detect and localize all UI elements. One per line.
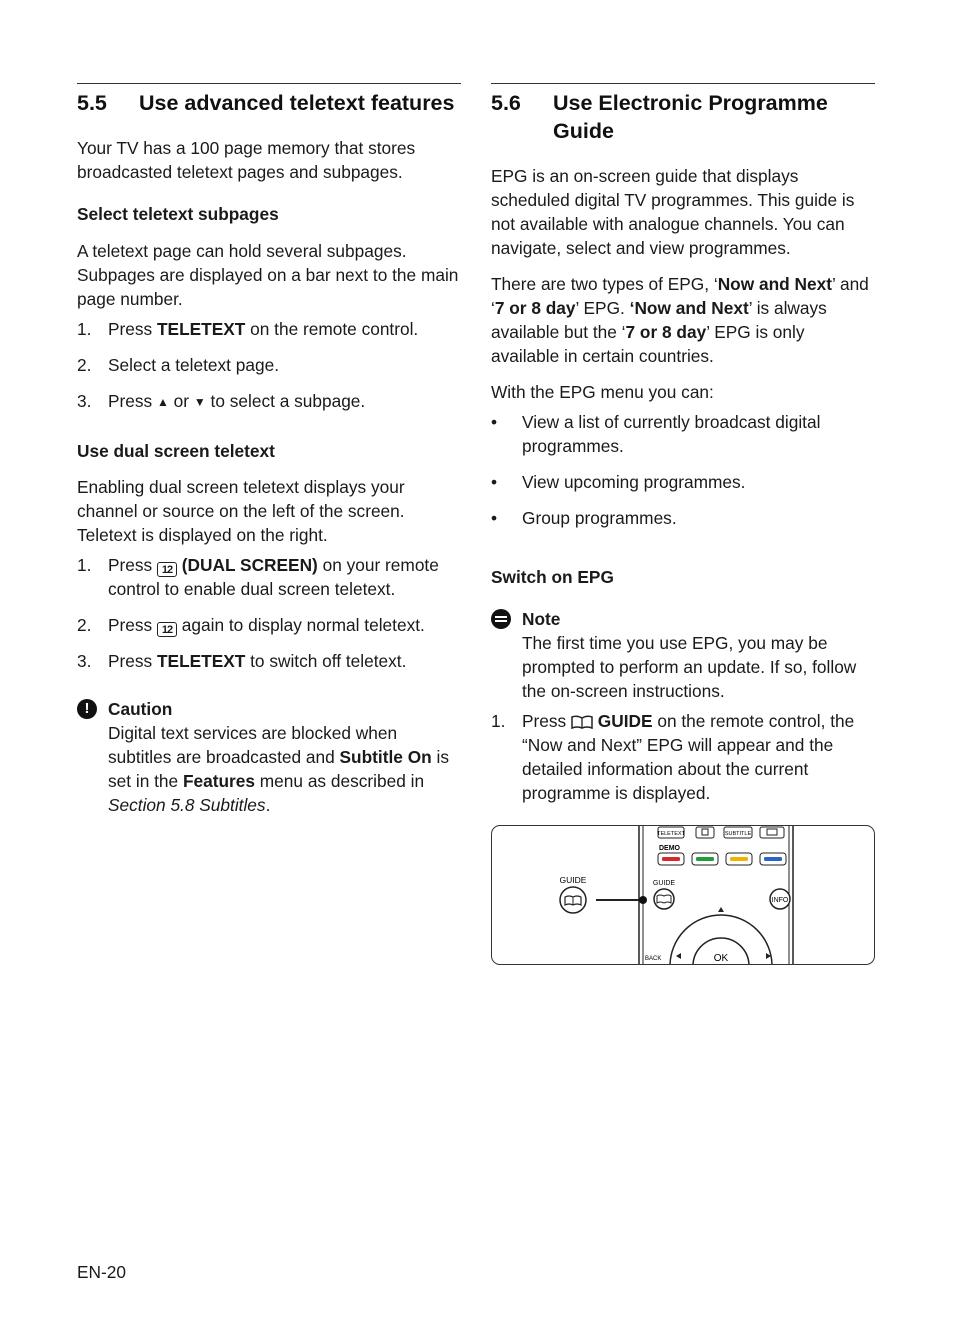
list-item: 3. Press TELETEXT to switch off teletext.	[77, 651, 407, 671]
section-number: 5.5	[77, 91, 107, 115]
list-item: 1. Press 12 (DUAL SCREEN) on your remote control to enable dual screen teletext.	[77, 555, 439, 599]
section-title: Use advanced teletext features	[139, 91, 455, 115]
section-5-6	[491, 83, 875, 805]
color-button-bar	[696, 857, 714, 861]
subheading-subpages: Select teletext subpages	[77, 204, 279, 224]
section-rule	[77, 83, 461, 84]
guide-remote-label: GUIDE	[652, 880, 676, 887]
subheading-switch-epg: Switch on EPG	[491, 567, 614, 587]
section-rule	[491, 83, 875, 84]
page-number: EN-20	[77, 1262, 126, 1282]
intro-paragraph: Your TV has a 100 page memory that stores broadcasted teletext pages and subpages.	[77, 138, 416, 182]
color-button-bar	[662, 857, 680, 861]
teletext-key: TELETEXT	[156, 319, 246, 339]
up-arrow-icon: ▲	[156, 395, 169, 409]
list-item: 3. Press ▲ or ▼ to select a subpage.	[77, 391, 366, 411]
subpages-paragraph: A teletext page can hold several subpages. Subpages are displayed on a bar next to the main page number.	[77, 241, 459, 309]
subtitle-button-label: SUBTITLE	[724, 831, 752, 837]
list-item: 2. Press 12 again to display normal teletext.	[77, 615, 425, 636]
caution-icon: !	[77, 699, 97, 719]
color-button-bar	[764, 857, 782, 861]
epg-steps	[491, 709, 875, 805]
dual-steps	[77, 553, 461, 673]
subpages-steps	[77, 317, 461, 414]
caution-title: Caution	[108, 699, 173, 719]
remote-control-illustration	[491, 825, 875, 965]
down-arrow-icon: ▼	[193, 395, 206, 409]
section-number: 5.6	[491, 91, 521, 115]
note-text: The first time you use EPG, you may be prompted to perform an update. If so, follow the on-screen instructions.	[522, 633, 857, 701]
back-button-label: BACK	[645, 956, 662, 962]
guide-callout-label: GUIDE	[559, 875, 587, 885]
section-5-5	[77, 83, 461, 817]
ok-button-label: OK	[713, 953, 729, 964]
intro-paragraph: EPG is an on-screen guide that displays scheduled digital TV programmes. This guide is not available with analogue channels. You can navigate, select and view programmes.	[491, 166, 855, 258]
list-item: 2. Select a teletext page.	[77, 355, 280, 375]
teletext-button-label: TELETEXT	[657, 831, 685, 837]
remote-drawing	[492, 826, 875, 965]
epg-menu-intro: With the EPG menu you can:	[491, 382, 714, 402]
color-button-bar	[730, 857, 748, 861]
section-title: Use Electronic Programme Guide	[553, 91, 828, 143]
guide-book-icon	[571, 715, 593, 729]
list-item: 1. Press TELETEXT on the remote control.	[77, 319, 419, 339]
caution-box	[77, 697, 461, 817]
info-button-label: INFO	[771, 897, 789, 904]
dual-paragraph: Enabling dual screen teletext displays your channel or source on the left of the screen. Teletext is displayed on the right.	[77, 477, 405, 545]
epg-types-paragraph: There are two types of EPG, ‘Now and Next’ and ‘7 or 8 day’ EPG. ‘Now and Next’ is always available but the ‘7 or 8 day’ EPG is only available in certain countries.	[491, 274, 869, 366]
list-item: • Group programmes.	[491, 508, 677, 528]
dual-screen-icon: 12	[157, 562, 177, 577]
section-heading	[77, 89, 461, 117]
dual-screen-icon: 12	[157, 622, 177, 637]
list-item: 1. Press GUIDE on the remote control, the “Now and Next” EPG will appear and the detailed information about the current programme is displayed.	[491, 711, 855, 803]
epg-bullets	[491, 410, 875, 530]
demo-label: DEMO	[659, 845, 680, 852]
note-title: Note	[522, 609, 561, 629]
note-icon	[491, 609, 511, 629]
list-item: • View upcoming programmes.	[491, 472, 746, 492]
note-box	[491, 607, 875, 703]
subheading-dual-screen: Use dual screen teletext	[77, 441, 275, 461]
section-heading	[491, 89, 875, 145]
caution-text: Digital text services are blocked when subtitles are broadcasted and Subtitle On is set in the Features menu as described in Section 5.8 Subtitles.	[108, 723, 449, 815]
list-item: • View a list of currently broadcast digital programmes.	[491, 412, 821, 456]
